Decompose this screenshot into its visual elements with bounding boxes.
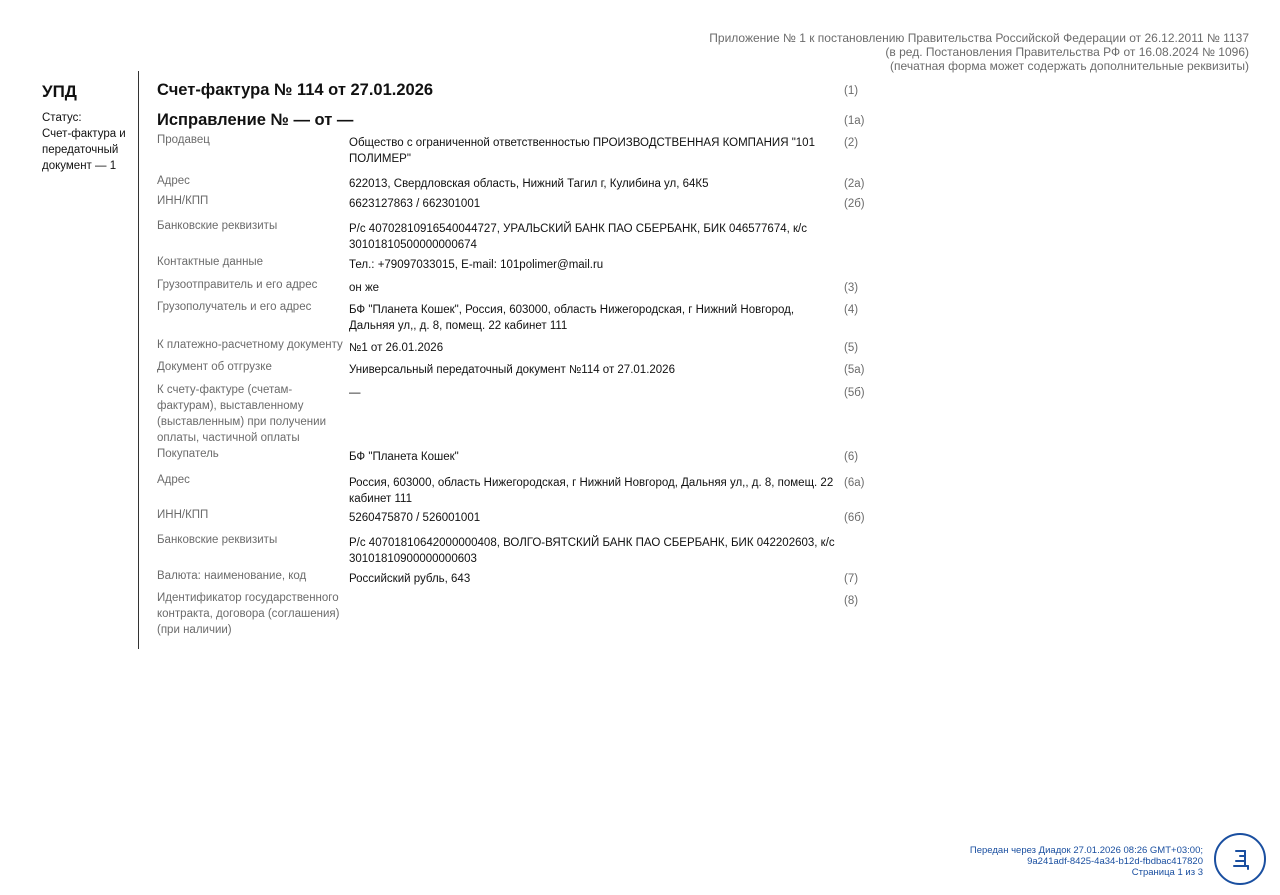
buyer-address-value: Россия, 603000, область Нижегородская, г Нижний Новгород, Дальняя ул,, д. 8, помещ. 22 кабинет 111 [349,477,834,505]
correction-code: (1а) [844,115,865,127]
seller-value: Общество с ограниченной ответственностью ПРОИЗВОДСТВЕННАЯ КОМПАНИЯ "101 ПОЛИМЕР" [349,137,815,165]
shipment-doc-value: Универсальный передаточный документ №114 от 27.01.2026 [349,364,675,376]
consignor-label: Грузоотправитель и его адрес [157,279,318,291]
buyer-address-code: (6а) [844,477,865,489]
status-label: Статус: [42,112,82,124]
seller-row [157,132,867,173]
advance-invoice-code: (5б) [844,387,865,399]
seller-address-value: 622013, Свердловская область, Нижний Тагил г, Кулибина ул, 64К5 [349,178,709,190]
document-guid: 9a241adf-8425-4a34-b12d-fbdbac417820 [1027,856,1203,867]
seller-code: (2) [844,137,859,149]
seller-label: Продавец [157,134,210,146]
consignor-value: он же [349,282,380,294]
payment-doc-row [157,337,867,359]
invoice-title: Счет-фактура № 114 от 27.01.2026 [157,81,434,99]
invoice-title-row [157,80,867,110]
status-block [42,110,134,174]
appendix-note [629,31,1249,73]
seller-inn-code: (2б) [844,198,865,210]
buyer-inn-value: 5260475870 / 526001001 [349,512,481,524]
status-text: Счет-фактура и передаточный документ — 1 [42,128,126,172]
shipment-doc-row [157,359,867,382]
buyer-inn-row [157,507,867,532]
correction-row [157,110,867,132]
seller-address-label: Адрес [157,175,190,187]
transfer-info: Передан через Диадок 27.01.2026 08:26 GMT+03:00; [969,845,1203,856]
document-type-panel [42,82,134,174]
consignee-row [157,299,867,337]
page-counter: Страница 1 из 3 [1131,867,1203,878]
currency-code: (7) [844,573,859,585]
currency-row [157,568,867,590]
buyer-address-row [157,472,867,507]
seller-contacts-label: Контактные данные [157,256,264,268]
buyer-address-label: Адрес [157,474,190,486]
consignee-code: (4) [844,304,859,316]
payment-doc-value: №1 от 26.01.2026 [349,342,444,354]
buyer-inn-label: ИНН/КПП [157,509,209,521]
contract-id-row [157,590,867,640]
contract-id-code: (8) [844,595,859,607]
correction-title: Исправление № — от — [157,111,354,129]
consignor-code: (3) [844,282,859,294]
buyer-bank-label: Банковские реквизиты [157,534,278,546]
edo-stamp [873,845,1203,878]
seller-address-code: (2а) [844,178,865,190]
vertical-divider [138,71,139,649]
buyer-label: Покупатель [157,448,219,460]
appendix-line-3: (печатная форма может содержать дополнительные реквизиты) [890,59,1249,73]
seller-bank-label: Банковские реквизиты [157,220,278,232]
seller-bank-value: Р/с 40702810916540044727, УРАЛЬСКИЙ БАНК ПАО СБЕРБАНК, БИК 046577674, к/с 30101810500000000674 [349,223,807,251]
buyer-bank-row [157,532,867,568]
document-type-title: УПД [42,82,77,101]
buyer-bank-value: Р/с 40701810642000000408, ВОЛГО-ВЯТСКИЙ БАНК ПАО СБЕРБАНК, БИК 042202603, к/с 30101810900000000603 [349,537,835,565]
appendix-line-1: Приложение № 1 к постановлению Правительства Российской Федерации от 26.12.2011 № 1137 [709,31,1249,45]
seller-inn-label: ИНН/КПП [157,195,209,207]
invoice-title-code: (1) [844,85,859,97]
invoice-details [157,80,867,640]
buyer-code: (6) [844,451,859,463]
currency-label: Валюта: наименование, код [157,570,307,582]
advance-invoice-label: К счету-фактуре (счетам-фактурам), выставленному (выставленным) при получении оплаты, частичной оплаты [157,384,326,444]
appendix-line-2: (в ред. Постановления Правительства РФ от 16.08.2024 № 1096) [885,45,1249,59]
consignee-value: БФ "Планета Кошек", Россия, 603000, область Нижегородская, г Нижний Новгород, Дальняя ул,, д. 8, помещ. 22 кабинет 111 [349,304,795,332]
seller-bank-row [157,218,867,254]
consignee-label: Грузополучатель и его адрес [157,301,312,313]
shipment-doc-code: (5а) [844,364,865,376]
buyer-inn-code: (6б) [844,512,865,524]
payment-doc-code: (5) [844,342,859,354]
diadoc-logo-icon [1214,833,1266,885]
advance-invoice-row [157,382,867,446]
seller-contacts-value: Тел.: +79097033015, E-mail: 101polimer@mail.ru [349,259,604,271]
advance-invoice-value: — [349,387,361,399]
shipment-doc-label: Документ об отгрузке [157,361,272,373]
seller-contacts-row [157,254,867,277]
buyer-value: БФ "Планета Кошек" [349,451,459,463]
diadoc-logo-glyph [1216,835,1264,883]
seller-inn-row [157,193,867,218]
buyer-row [157,446,867,472]
contract-id-label: Идентификатор государственного контракта, договора (соглашения) (при наличии) [157,592,340,636]
seller-address-row [157,173,867,193]
consignor-row [157,277,867,299]
currency-value: Российский рубль, 643 [349,573,471,585]
seller-inn-value: 6623127863 / 662301001 [349,198,481,210]
payment-doc-label: К платежно-расчетному документу [157,339,343,351]
